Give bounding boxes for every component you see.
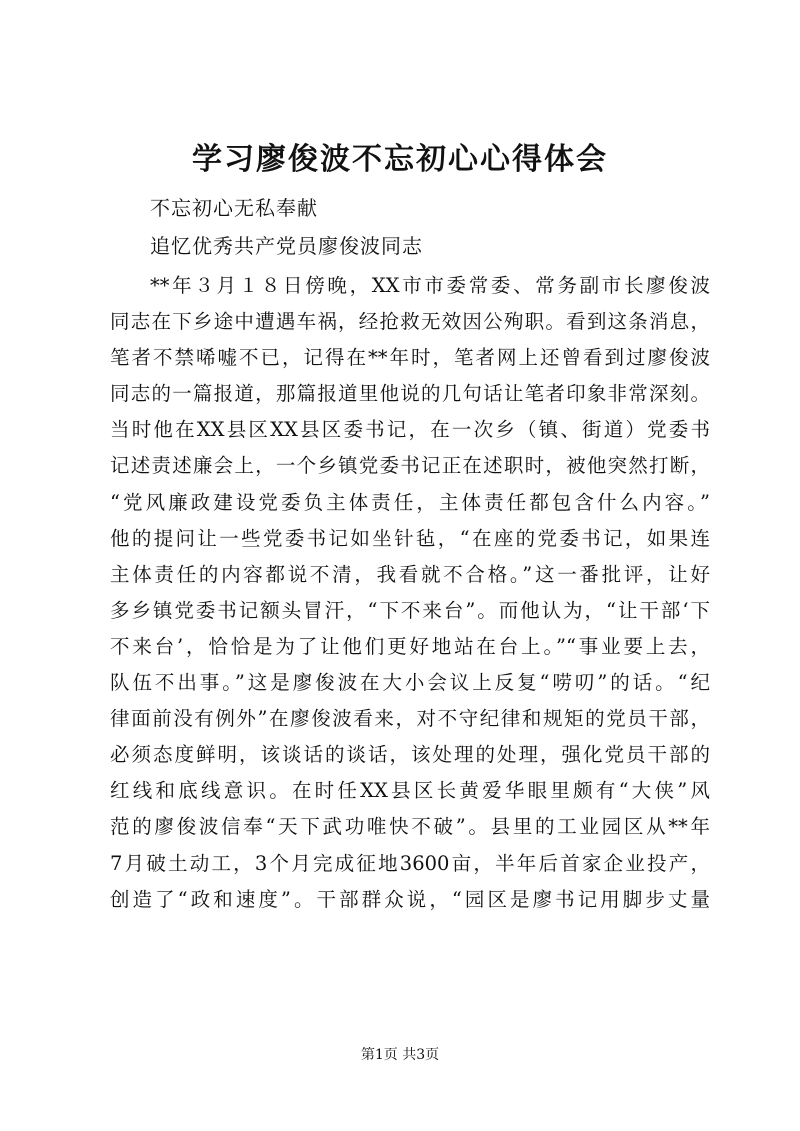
subtitle-line-1: 不忘初心无私奉献 <box>150 196 318 220</box>
body-line: 他的提问让一些党委书记如坐针毡，“在座的党委书记，如果连 <box>110 526 710 550</box>
body-line: 主体责任的内容都说不清，我看就不合格。”这一番批评，让好 <box>110 562 710 586</box>
body-line: 多乡镇党委书记额头冒汗，“下不来台”。而他认为，“让干部‘下 <box>110 598 710 622</box>
document-title: 学习廖俊波不忘初心心得体会 <box>192 142 608 177</box>
body-line: 当时他在XX县区XX县区委书记，在一次乡（镇、街道）党委书 <box>110 418 710 442</box>
body-line: 笔者不禁唏嘘不已，记得在**年时，笔者网上还曾看到过廖俊波 <box>110 346 710 370</box>
body-line: 队伍不出事。”这是廖俊波在大小会议上反复“唠叨”的话。“纪 <box>110 671 710 695</box>
body-line: 范的廖俊波信奉“天下武功唯快不破”。县里的工业园区从**年 <box>110 815 710 839</box>
body-line: 必须态度鲜明，该谈话的谈话，该处理的处理，强化党员干部的 <box>110 743 710 767</box>
body-line: 红线和底线意识。在时任XX县区长黄爱华眼里颇有“大侠”风 <box>110 779 710 803</box>
body-line: 同志在下乡途中遭遇车祸，经抢救无效因公殉职。看到这条消息， <box>110 310 710 334</box>
body-line: **年３月１８日傍晚，XX市市委常委、常务副市长廖俊波 <box>150 274 710 297</box>
body-line: “党风廉政建设党委负主体责任，主体责任都包含什么内容。” <box>110 490 710 514</box>
body-line: 同志的一篇报道，那篇报道里他说的几句话让笔者印象非常深刻。 <box>110 382 710 406</box>
page-number-footer: 第1页 共3页 <box>360 1047 440 1063</box>
subtitle-line-2: 追忆优秀共产党员廖俊波同志 <box>150 234 423 258</box>
body-line: 创造了“政和速度”。干部群众说，“园区是廖书记用脚步丈量 <box>110 887 710 911</box>
body-line: 记述责述廉会上，一个乡镇党委书记正在述职时，被他突然打断， <box>110 454 710 478</box>
body-line: 律面前没有例外”在廖俊波看来，对不守纪律和规矩的党员干部， <box>110 707 710 731</box>
body-line: 7月破土动工，3个月完成征地3600亩，半年后首家企业投产， <box>110 851 710 875</box>
body-line: 不来台’，恰恰是为了让他们更好地站在台上。”“事业要上去， <box>110 634 710 658</box>
body-paragraph <box>110 268 710 918</box>
